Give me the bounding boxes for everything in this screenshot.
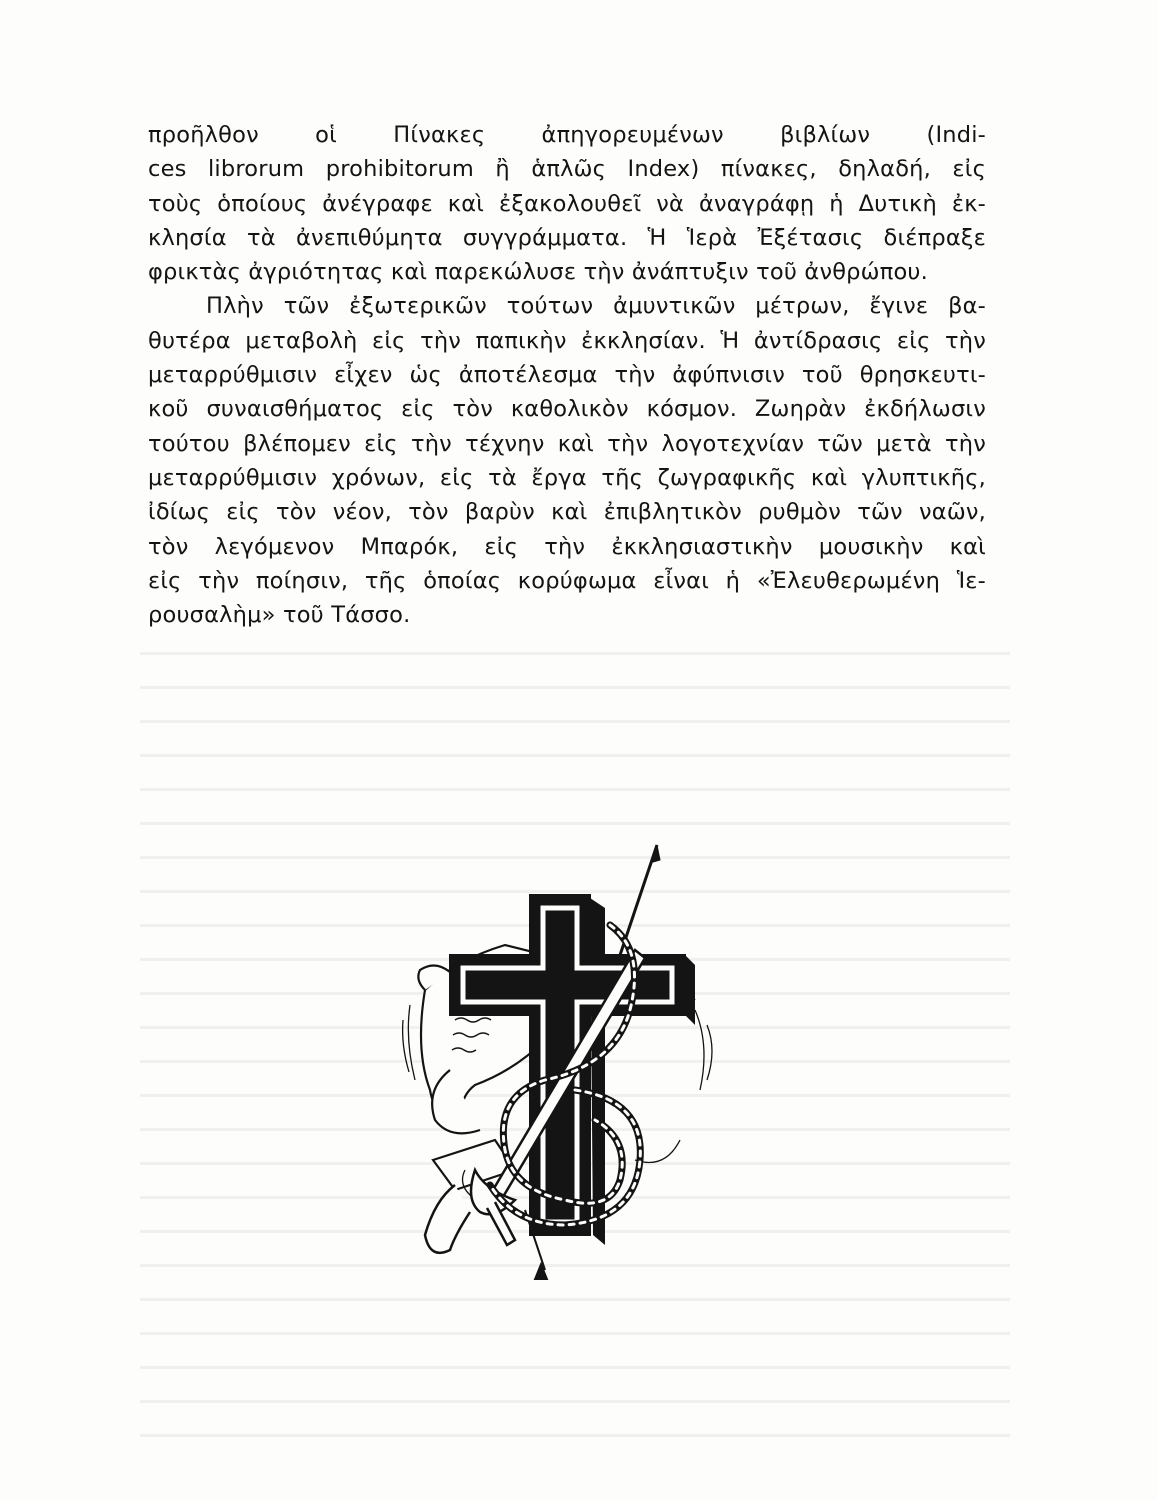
text-line: κλησία τὰ ἀνεπιθύμητα συγγράμματα. Ἡ Ἱερὰ Ἐξέτασις διέπραξε bbox=[148, 224, 986, 251]
paragraph-2 bbox=[148, 289, 986, 632]
text-line: φρικτὰς ἀγριότητας καὶ παρεκώλυσε τὴν ἀνάπτυξιν τοῦ ἀνθρώπου. bbox=[148, 259, 928, 286]
text-line: τὸν λεγόμενον Μπαρόκ, εἰς τὴν ἐκκλησιαστικὴν μουσικὴν καὶ bbox=[148, 533, 986, 560]
text-line: θυτέρα μεταβολὴ εἰς τὴν παπικὴν ἐκκλησίαν. Ἡ ἀντίδρασις εἰς τὴν bbox=[148, 327, 986, 354]
paragraph-1 bbox=[148, 118, 986, 289]
body-text bbox=[148, 118, 986, 632]
cross-sword-illustration bbox=[395, 840, 725, 1280]
text-line: Πλὴν τῶν ἐξωτερικῶν τούτων ἀμυντικῶν μέτρων, ἔγινε βα- bbox=[206, 293, 986, 320]
text-line: κοῦ συναισθήματος εἰς τὸν καθολικὸν κόσμον. Ζωηρὰν ἐκδήλωσιν bbox=[148, 396, 986, 423]
text-line: ἰδίως εἰς τὸν νέον, τὸν βαρὺν καὶ ἐπιβλητικὸν ρυθμὸν τῶν ναῶν, bbox=[148, 499, 986, 526]
text-line: ces librorum prohibitorum ἢ ἁπλῶς Index) πίνακες, δηλαδή, εἰς bbox=[148, 156, 986, 183]
text-line: εἰς τὴν ποίησιν, τῆς ὁποίας κορύφωμα εἶναι ἡ «Ἐλευθερωμένη Ἱε- bbox=[148, 567, 986, 594]
text-line: μεταρρύθμισιν χρόνων, εἰς τὰ ἔργα τῆς ζωγραφικῆς καὶ γλυπτικῆς, bbox=[148, 464, 986, 491]
text-line: μεταρρύθμισιν εἶχεν ὡς ἀποτέλεσμα τὴν ἀφύπνισιν τοῦ θρησκευτι- bbox=[148, 362, 986, 389]
text-line: προῆλθον οἱ Πίνακες ἀπηγορευμένων βιβλίων (Indi- bbox=[148, 122, 986, 148]
text-line: τούτου βλέπομεν εἰς τὴν τέχνην καὶ τὴν λογοτεχνίαν τῶν μετὰ τὴν bbox=[148, 430, 986, 457]
text-line: τοὺς ὁποίους ἀνέγραφε καὶ ἐξακολουθεῖ νὰ ἀναγράφῃ ἡ Δυτικὴ ἐκ- bbox=[148, 190, 986, 217]
text-line: ρουσαλὴμ» τοῦ Τάσσο. bbox=[148, 602, 411, 629]
